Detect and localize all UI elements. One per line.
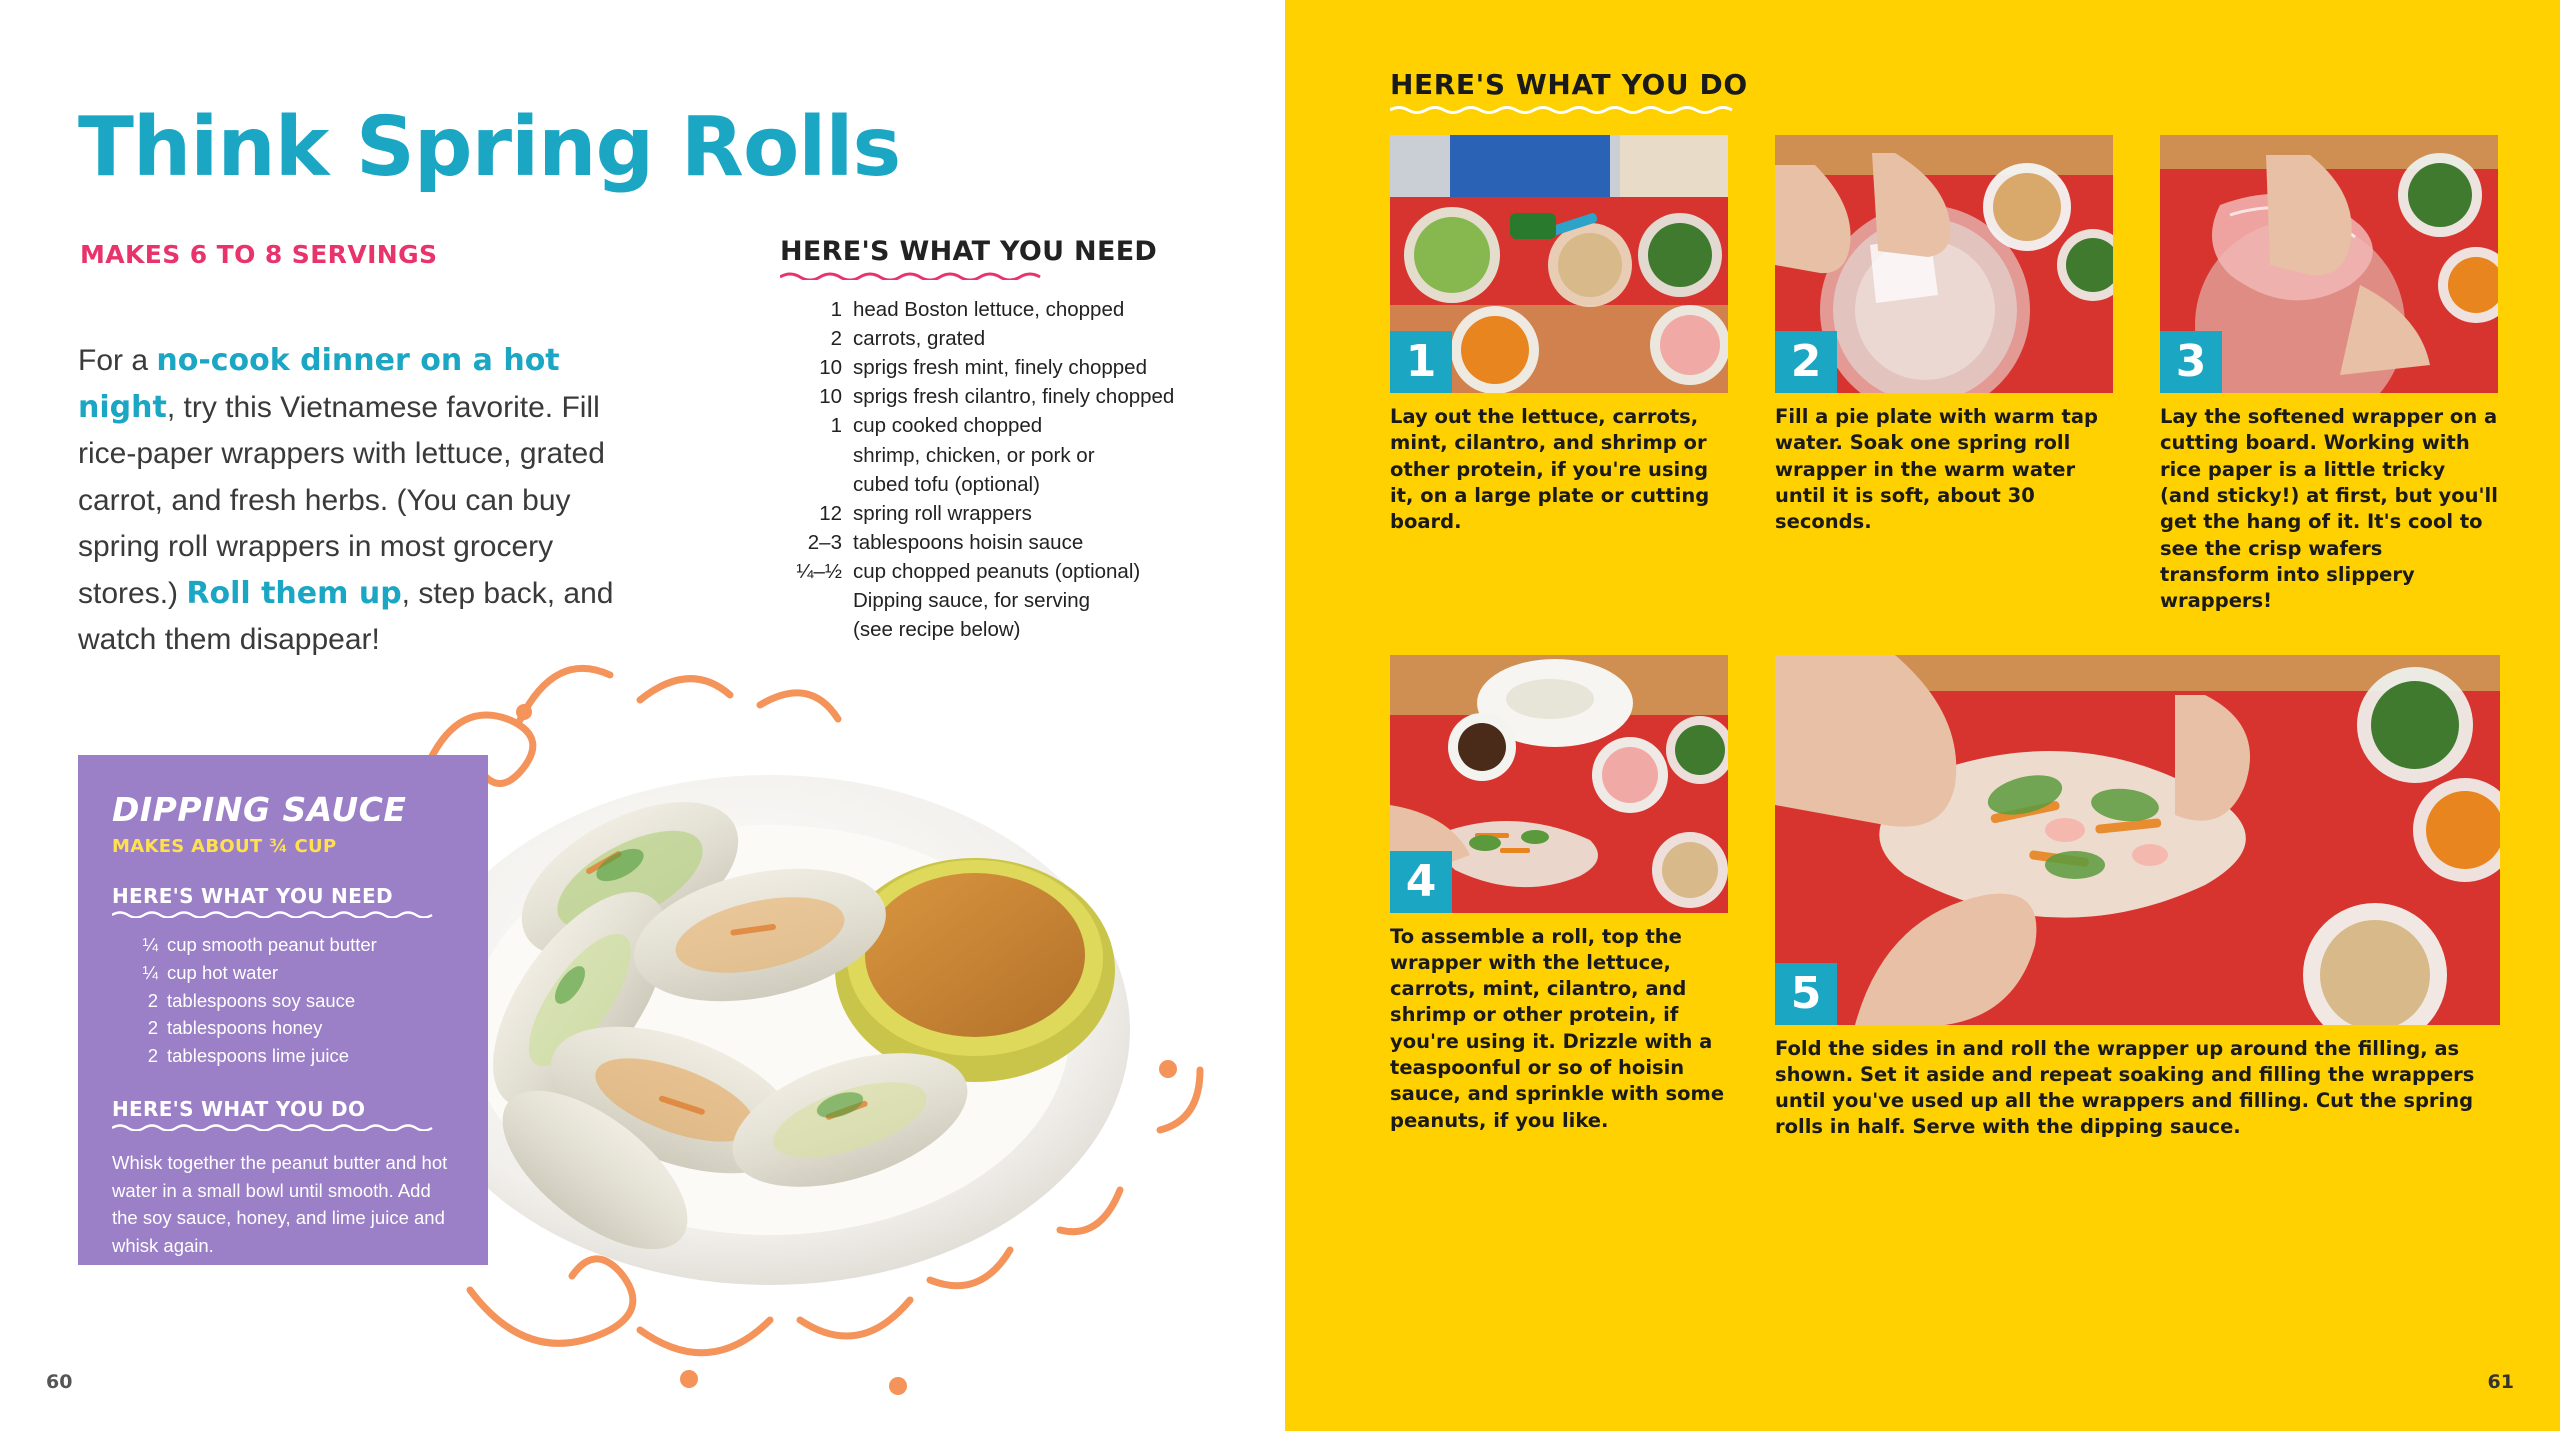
ingredient-text: cup hot water — [167, 961, 279, 983]
step-4-caption: To assemble a roll, top the wrapper with the lettuce, carrots, mint, cilantro, and shrimp or other protein, if you're using it. Drizzle with a teaspoonful or so of hoisin sauce, and sprinkle with some peanuts, if you like. — [1390, 924, 1725, 1132]
intro-text-3: , step back, and watch them disappear! — [78, 576, 614, 656]
ingredient-text: sprigs fresh mint, finely chopped — [853, 356, 1147, 380]
step-2-photo — [1775, 135, 2113, 393]
page-number-left: 60 — [46, 1371, 73, 1393]
ingredient-continuation: cubed tofu (optional) — [853, 472, 1040, 496]
step-5-photo — [1775, 655, 2500, 1025]
step-1-caption: Lay out the lettuce, carrots, mint, cilantro, and shrimp or other protein, if you're using it, on a large plate or cutting board. — [1390, 405, 1710, 534]
ingredient-qty: ¼–½ — [796, 559, 842, 583]
ingredient-qty: 12 — [819, 501, 842, 525]
ingredient-text: tablespoons hoisin sauce — [853, 530, 1084, 554]
dipping-sauce-box — [78, 755, 488, 1265]
squiggle-divider-icon — [1390, 104, 1745, 114]
squiggle-divider-icon — [112, 910, 442, 918]
ingredient-text: head Boston lettuce, chopped — [853, 298, 1125, 321]
ingredient-item — [112, 959, 454, 987]
ingredient-text: cup cooked chopped — [853, 414, 1043, 438]
ingredient-qty: ¼ — [142, 934, 158, 955]
ingredient-qty: 1 — [830, 414, 842, 438]
steps-row-2 — [1390, 655, 2500, 1141]
ingredient-text: cup chopped peanuts (optional) — [853, 559, 1141, 583]
dipping-sauce-ingredients — [112, 931, 454, 1070]
dipping-sauce-do-heading: HERE'S WHAT YOU DO — [112, 1096, 366, 1121]
ingredient-continuation: (see recipe below) — [853, 618, 1021, 642]
step-5-caption: Fold the sides in and roll the wrapper up around the filling, as shown. Set it aside and repeat soaking and filling the wrappers until you've used up all the wrappers and filling. Cut the spring rolls in half. Serve with the dipping sauce. — [1775, 1036, 2475, 1139]
ingredient-qty: 2 — [147, 1045, 158, 1066]
ingredient-item — [112, 1042, 454, 1070]
steps-row-1 — [1390, 135, 2500, 615]
step-5-number: 5 — [1775, 963, 1837, 1025]
ingredient-text: tablespoons honey — [167, 1017, 323, 1039]
ingredient-item — [112, 987, 454, 1015]
step-4-number: 4 — [1390, 851, 1452, 913]
step-4 — [1390, 655, 1728, 1141]
page-number-right: 61 — [2487, 1371, 2514, 1393]
step-3-caption: Lay the softened wrapper on a cutting board. Working with rice paper is a little tricky (and sticky!) at first, but you'll get the hang of it. It's cool to see the crisp wafers transform into slippery wrappers! — [2160, 405, 2498, 613]
ingredient-text: carrots, grated — [853, 327, 986, 351]
intro-text-1: For a — [78, 344, 157, 377]
step-1-number: 1 — [1390, 331, 1452, 393]
dipping-sauce-instructions: Whisk together the peanut butter and hot water in a small bowl until smooth. Add the soy sauce, honey, and lime juice and whisk again. — [112, 1151, 448, 1256]
ingredient-continuation: Dipping sauce, for serving — [853, 589, 1091, 613]
ingredient-qty: 10 — [819, 356, 842, 380]
ingredients-heading: HERE'S WHAT YOU NEED — [780, 236, 1158, 267]
servings-label: MAKES 6 TO 8 SERVINGS — [80, 240, 438, 269]
step-2-number: 2 — [1775, 331, 1837, 393]
steps-heading: HERE'S WHAT YOU DO — [1390, 68, 1748, 101]
dipping-sauce-need-heading: HERE'S WHAT YOU NEED — [112, 884, 393, 908]
squiggle-divider-icon — [112, 1123, 442, 1131]
page-title: Think Spring Rolls — [78, 99, 901, 195]
steps-grid — [1390, 135, 2500, 1141]
step-3-number: 3 — [2160, 331, 2222, 393]
intro-highlight-2: Roll them up — [186, 575, 402, 611]
ingredient-qty: 2 — [830, 327, 842, 351]
ingredient-qty: 10 — [819, 385, 842, 409]
dipping-sauce-title: DIPPING SAUCE — [112, 790, 407, 829]
ingredient-text: tablespoons lime juice — [167, 1045, 350, 1066]
ingredient-item — [112, 931, 454, 959]
step-1 — [1390, 135, 1728, 615]
ingredient-item — [112, 1014, 454, 1042]
step-5 — [1775, 655, 2500, 1141]
ingredient-qty: 2–3 — [807, 530, 842, 554]
ingredient-continuation: shrimp, chicken, or pork or — [853, 443, 1095, 467]
step-3 — [2160, 135, 2498, 615]
ingredient-qty: 2 — [147, 989, 158, 1011]
step-2 — [1775, 135, 2113, 615]
ingredient-text: spring roll wrappers — [853, 501, 1032, 525]
dipping-sauce-yield: MAKES ABOUT ¾ CUP — [112, 836, 337, 857]
intro-highlight-1: no-cook dinner on a hot night — [78, 343, 560, 425]
step-1-photo — [1390, 135, 1728, 393]
ingredient-text: tablespoons soy sauce — [167, 989, 356, 1011]
step-3-photo — [2160, 135, 2498, 393]
step-2-caption: Fill a pie plate with warm tap water. Soak one spring roll wrapper in the warm water until it is soft, about 30 seconds. — [1775, 405, 2098, 534]
intro-text-2: , try this Vietnamese favorite. Fill rice-paper wrappers with lettuce, grated carrot, and fresh herbs. (You can buy spring roll wrappers in most grocery stores.) — [78, 390, 605, 610]
right-page — [1285, 0, 2560, 1431]
ingredient-qty: 2 — [147, 1017, 158, 1039]
ingredient-qty: 1 — [830, 298, 842, 321]
ingredient-text: cup smooth peanut butter — [167, 934, 377, 955]
ingredient-text: sprigs fresh cilantro, finely chopped — [853, 385, 1175, 409]
step-4-photo — [1390, 655, 1728, 913]
ingredient-qty: ¼ — [142, 961, 158, 983]
